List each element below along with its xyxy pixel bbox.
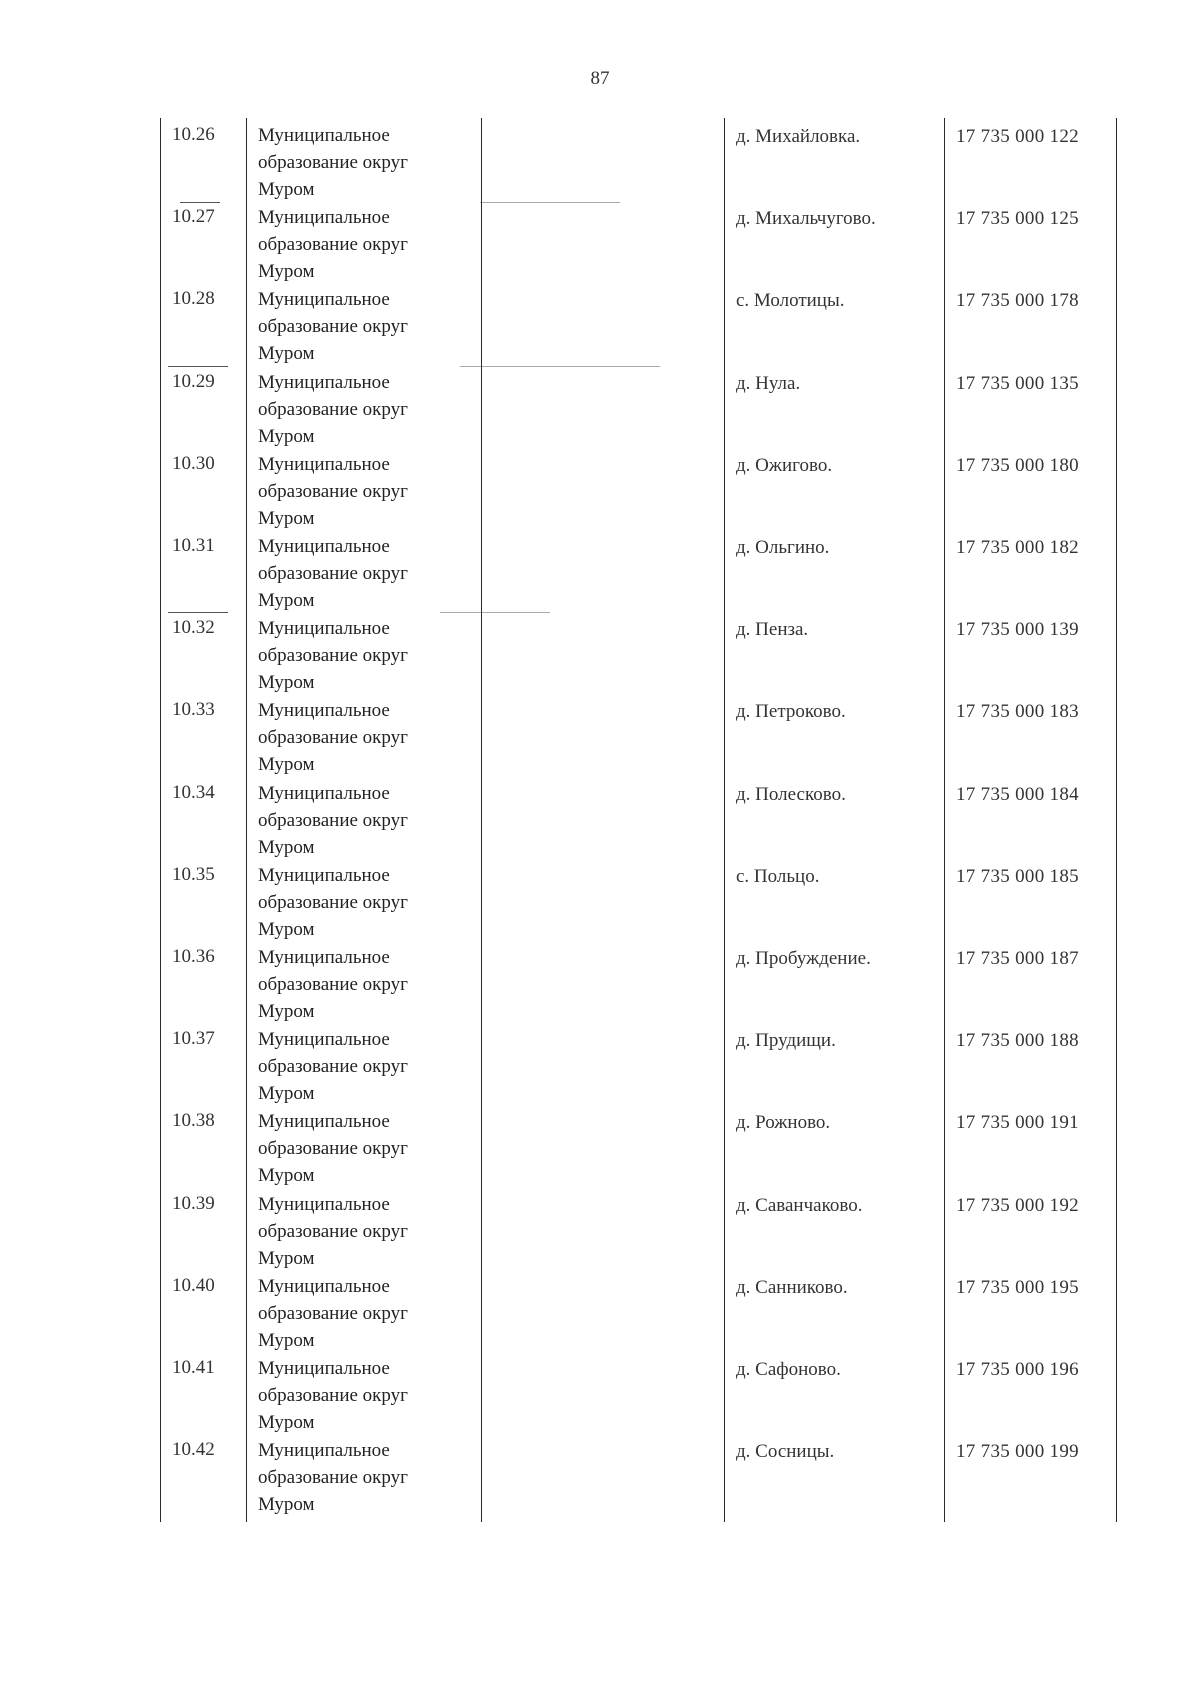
municipality-line: образование округ <box>258 563 408 584</box>
municipality-line: Муром <box>258 1001 315 1022</box>
oktmo-code: 17 735 000 125 <box>956 208 1079 230</box>
table-row <box>0 120 1200 202</box>
municipality-line: образование округ <box>258 727 408 749</box>
municipality-cell <box>258 697 478 778</box>
oktmo-code: 17 735 000 185 <box>956 865 1079 887</box>
municipality-line: Муром <box>258 918 315 940</box>
municipality-line: Муром <box>258 836 315 858</box>
oktmo-code: 17 735 000 192 <box>956 1194 1079 1216</box>
row-number: 10.29 <box>172 370 215 392</box>
municipality-line: Муром <box>258 590 315 611</box>
municipality-line: Муниципальное <box>258 125 390 146</box>
municipality-cell <box>258 533 478 614</box>
row-number: 10.39 <box>172 1192 215 1214</box>
row-number: 10.42 <box>172 1439 215 1461</box>
municipality-line: Муниципальное <box>258 453 390 475</box>
table-row <box>0 613 1200 695</box>
municipality-line: образование округ <box>258 1056 408 1078</box>
municipality-line: образование округ <box>258 152 408 173</box>
settlement-name: д. Санниково. <box>736 1276 848 1298</box>
oktmo-code: 17 735 000 195 <box>956 1276 1079 1298</box>
municipality-line: образование округ <box>258 480 408 502</box>
row-number: 10.33 <box>172 699 215 721</box>
row-number: 10.37 <box>172 1028 215 1050</box>
row-number: 10.32 <box>172 617 215 639</box>
municipality-line: образование округ <box>258 234 408 256</box>
settlement-name: д. Ольгино. <box>736 537 830 558</box>
municipality-line: Муром <box>258 672 315 694</box>
oktmo-code: 17 735 000 178 <box>956 290 1079 312</box>
settlement-name: д. Пенза. <box>736 619 809 641</box>
municipality-line: Муром <box>258 1329 315 1351</box>
table-row <box>0 695 1200 777</box>
table-row <box>0 1271 1200 1353</box>
municipality-line: Муром <box>258 261 315 283</box>
row-number: 10.27 <box>172 206 215 228</box>
municipality-line: Муниципальное <box>258 289 390 311</box>
settlement-name: д. Полесково. <box>736 783 846 805</box>
municipality-line: образование округ <box>258 1467 408 1489</box>
municipality-line: Муром <box>258 343 315 365</box>
municipality-line: Муниципальное <box>258 1358 390 1379</box>
municipality-line: образование округ <box>258 974 408 995</box>
row-number: 10.31 <box>172 535 215 556</box>
municipality-cell <box>258 1355 478 1436</box>
municipality-line: образование округ <box>258 1220 408 1242</box>
row-number: 10.38 <box>172 1110 215 1132</box>
municipality-cell <box>258 1273 478 1354</box>
municipality-line: образование округ <box>258 645 408 667</box>
row-number: 10.30 <box>172 452 215 474</box>
municipality-line: Муниципальное <box>258 1111 390 1133</box>
oktmo-code: 17 735 000 187 <box>956 948 1079 969</box>
table-row <box>0 778 1200 860</box>
municipality-cell <box>258 369 478 450</box>
municipality-cell <box>258 615 478 696</box>
oktmo-code: 17 735 000 180 <box>956 454 1079 476</box>
table-row <box>0 449 1200 531</box>
oktmo-code: 17 735 000 191 <box>956 1112 1079 1134</box>
settlement-name: д. Пробуждение. <box>736 948 871 969</box>
municipality-cell <box>258 1108 478 1189</box>
table-row <box>0 1435 1200 1517</box>
table-row <box>0 860 1200 942</box>
municipality-line: Муниципальное <box>258 1029 390 1051</box>
municipality-line: Муром <box>258 507 315 529</box>
municipality-line: Муниципальное <box>258 1193 390 1215</box>
municipality-line: образование округ <box>258 1302 408 1324</box>
municipality-cell <box>258 451 478 532</box>
row-number: 10.36 <box>172 946 215 967</box>
municipality-line: Муром <box>258 1247 315 1269</box>
municipality-line: Муниципальное <box>258 207 390 229</box>
municipality-cell <box>258 944 478 1025</box>
row-number: 10.34 <box>172 781 215 803</box>
settlement-name: д. Саванчаково. <box>736 1194 863 1216</box>
row-number: 10.40 <box>172 1274 215 1296</box>
municipality-line: Муром <box>258 425 315 447</box>
oktmo-code: 17 735 000 122 <box>956 126 1079 147</box>
table-row <box>0 284 1200 366</box>
settlement-name: д. Михальчугово. <box>736 208 876 230</box>
settlement-name: д. Сосницы. <box>736 1441 835 1463</box>
municipality-line: Муром <box>258 1412 315 1433</box>
settlement-name: с. Молотицы. <box>736 290 845 312</box>
municipality-cell <box>258 286 478 367</box>
table-row <box>0 1189 1200 1271</box>
settlement-name: д. Сафоново. <box>736 1359 841 1380</box>
table-row <box>0 1353 1200 1435</box>
oktmo-code: 17 735 000 182 <box>956 537 1079 558</box>
municipality-line: образование округ <box>258 1385 408 1406</box>
municipality-line: Муниципальное <box>258 536 390 557</box>
row-number: 10.41 <box>172 1357 215 1378</box>
municipality-cell <box>258 862 478 943</box>
municipality-line: Муниципальное <box>258 864 390 886</box>
table-row <box>0 942 1200 1024</box>
municipality-cell <box>258 1437 478 1518</box>
municipality-line: образование округ <box>258 809 408 831</box>
municipality-line: образование округ <box>258 398 408 420</box>
municipality-cell <box>258 1191 478 1272</box>
municipality-line: Муниципальное <box>258 947 390 968</box>
municipality-line: Муром <box>258 179 315 200</box>
oktmo-code: 17 735 000 183 <box>956 701 1079 723</box>
municipality-line: Муром <box>258 1165 315 1187</box>
municipality-line: Муниципальное <box>258 700 390 722</box>
settlement-name: д. Михайловка. <box>736 126 861 147</box>
table-row <box>0 531 1200 613</box>
municipality-cell <box>258 780 478 861</box>
municipality-line: образование округ <box>258 1138 408 1160</box>
municipality-line: образование округ <box>258 316 408 338</box>
settlement-name: с. Польцо. <box>736 865 820 887</box>
table-row <box>0 1024 1200 1106</box>
municipality-cell <box>258 1026 478 1107</box>
oktmo-code: 17 735 000 196 <box>956 1359 1079 1380</box>
oktmo-code: 17 735 000 139 <box>956 619 1079 641</box>
municipality-cell <box>258 204 478 285</box>
municipality-line: Муниципальное <box>258 1275 390 1297</box>
oktmo-code: 17 735 000 184 <box>956 783 1079 805</box>
row-number: 10.35 <box>172 863 215 885</box>
row-number: 10.26 <box>172 124 215 145</box>
table-row <box>0 367 1200 449</box>
table-row <box>0 1106 1200 1188</box>
oktmo-code: 17 735 000 199 <box>956 1441 1079 1463</box>
municipality-cell <box>258 122 478 203</box>
table-row <box>0 202 1200 284</box>
municipality-line: Муниципальное <box>258 371 390 393</box>
oktmo-code: 17 735 000 135 <box>956 372 1079 394</box>
municipality-line: Муром <box>258 754 315 776</box>
settlement-name: д. Прудищи. <box>736 1030 836 1052</box>
settlement-name: д. Нула. <box>736 372 801 394</box>
settlement-name: д. Рожново. <box>736 1112 831 1134</box>
municipality-line: Муниципальное <box>258 782 390 804</box>
settlement-name: д. Ожигово. <box>736 454 833 476</box>
municipality-line: Муниципальное <box>258 618 390 640</box>
municipality-line: образование округ <box>258 891 408 913</box>
row-number: 10.28 <box>172 288 215 310</box>
municipality-line: Муром <box>258 1494 315 1516</box>
municipality-line: Муниципальное <box>258 1440 390 1462</box>
oktmo-code: 17 735 000 188 <box>956 1030 1079 1052</box>
page-number: 87 <box>590 68 610 89</box>
municipality-line: Муром <box>258 1083 315 1105</box>
settlement-name: д. Петроково. <box>736 701 846 723</box>
